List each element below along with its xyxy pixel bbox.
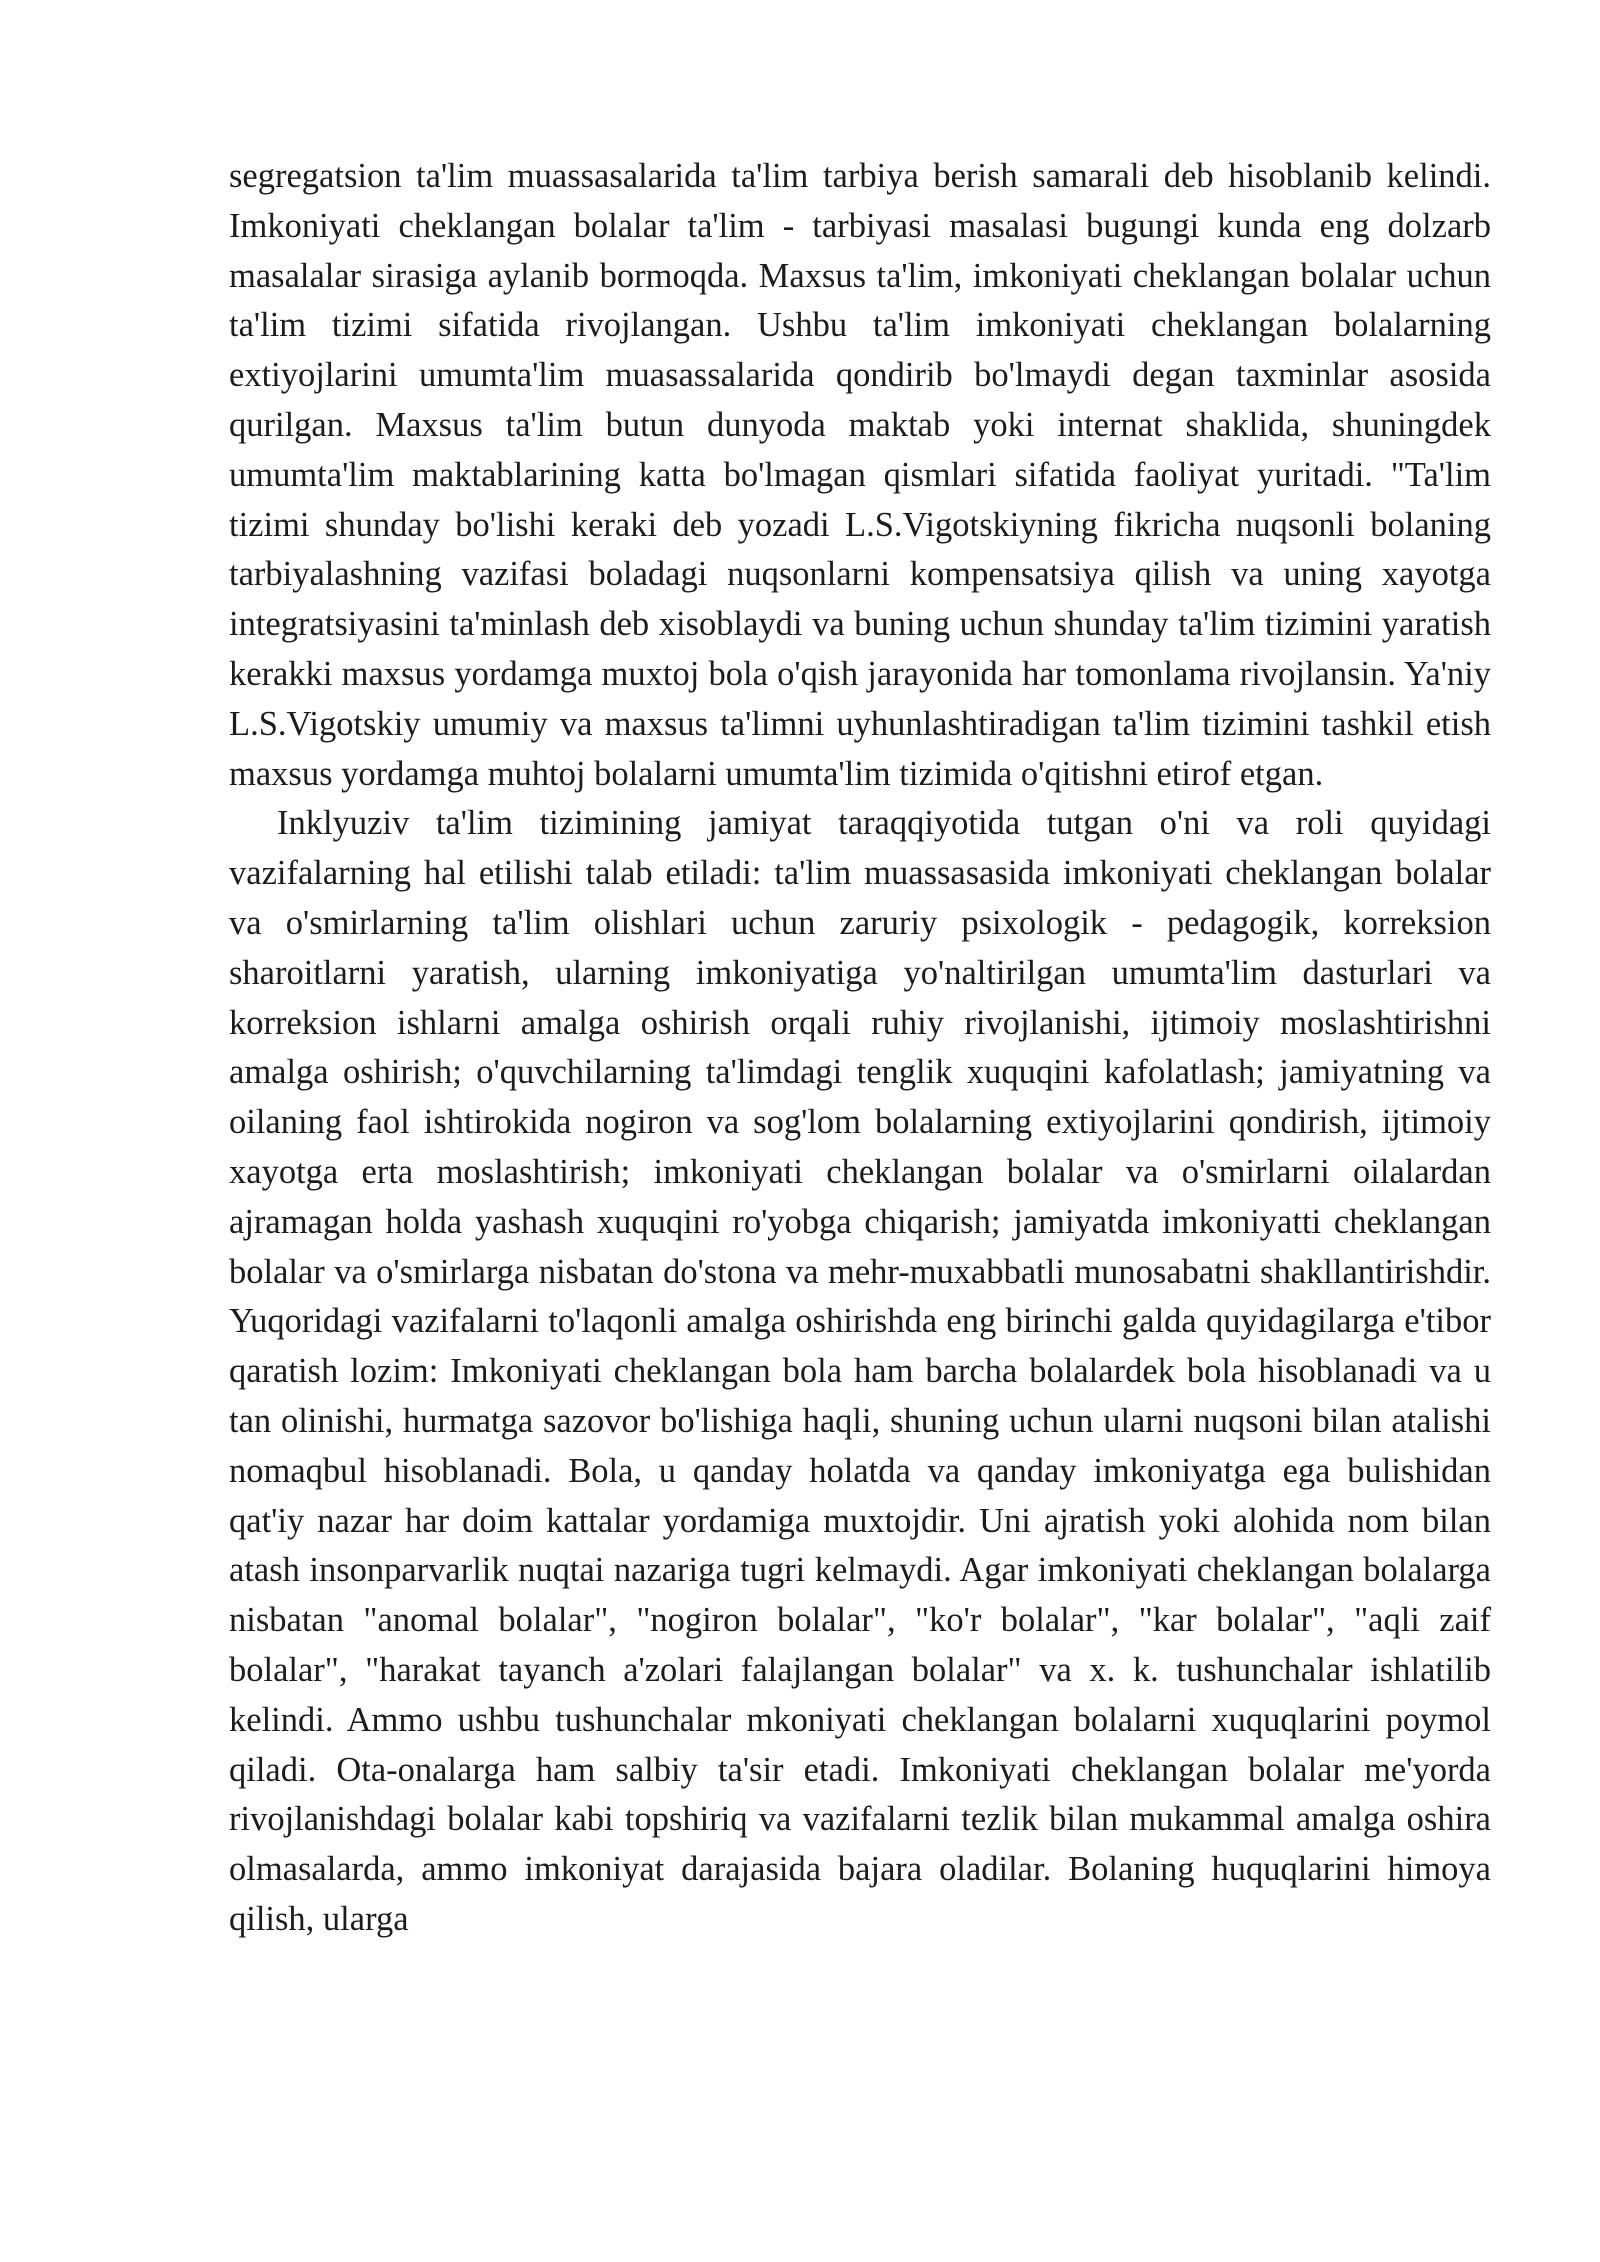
paragraph-1: segregatsion ta'lim muassasalarida ta'lim tarbiya berish samarali deb hisoblanib kelindi. Imkoniyati cheklangan bolalar ta'lim - tarbiyasi masalasi bugungi kunda eng dolzarb masalalar sirasiga aylanib bormoqda. Maxsus ta'lim, imkoniyati cheklangan bolalar uchun ta'lim tizimi sifatida rivojlangan. Ushbu ta'lim imkoniyati cheklangan bolalarning extiyojlarini umumta'lim muasassalarida qondirib bo'lmaydi degan taxminlar asosida qurilgan. Maxsus ta'lim butun dunyoda maktab yoki internat shaklida, shuningdek umumta'lim maktablarining katta bo'lmagan qismlari sifatida faoliyat yuritadi. "Ta'lim tizimi shunday bo'lishi keraki deb yozadi L.S.Vigotskiyning fikricha nuqsonli bolaning tarbiyalashning vazifasi boladagi nuqsonlarni kompensatsiya qilish va uning xayotga integratsiyasini ta'minlash deb xisoblaydi va buning uchun shunday ta'lim tizimini yaratish kerakki maxsus yordamga muxtoj bola o'qish jarayonida har tomonlama rivojlansin. Ya'niy L.S.Vigotskiy umumiy va maxsus ta'limni uyhunlashtiradigan ta'lim tizimini tashkil etish maxsus yordamga muhtoj bolalarni umumta'lim tizimida o'qitishni etirof etgan.: [229, 157, 1491, 793]
body-text: [229, 152, 1491, 1945]
paragraph-2: Inklyuziv ta'lim tizimining jamiyat taraqqiyotida tutgan o'ni va roli quyidagi vazifalarning hal etilishi talab etiladi: ta'lim muassasasida imkoniyati cheklangan bolalar va o'smirlarning ta'lim olishlari uchun zaruriy psixologik - pedagogik, korreksion sharoitlarni yaratish, ularning imkoniyatiga yo'naltirilgan umumta'lim dasturlari va korreksion ishlarni amalga oshirish orqali ruhiy rivojlanishi, ijtimoiy moslashtirishni amalga oshirish; o'quvchilarning ta'limdagi tenglik xuquqini kafolatlash; jamiyatning va oilaning faol ishtirokida nogiron va sog'lom bolalarning extiyojlarini qondirish, ijtimoiy xayotga erta moslashtirish; imkoniyati cheklangan bolalar va o'smirlarni oilalardan ajramagan holda yashash xuquqini ro'yobga chiqarish; jamiyatda imkoniyatti cheklangan bolalar va o'smirlarga nisbatan do'stona va mehr-muxabbatli munosabatni shakllantirishdir. Yuqoridagi vazifalarni to'laqonli amalga oshirishda eng birinchi galda quyidagilarga e'tibor qaratish lozim: Imkoniyati cheklangan bola ham barcha bolalardek bola hisoblanadi va u tan olinishi, hurmatga sazovor bo'lishiga haqli, shuning uchun ularni nuqsoni bilan atalishi nomaqbul hisoblanadi. Bola, u qanday holatda va qanday imkoniyatga ega bulishidan qat'iy nazar har doim kattalar yordamiga muxtojdir. Uni ajratish yoki alohida nom bilan atash insonparvarlik nuqtai nazariga tugri kelmaydi. Agar imkoniyati cheklangan bolalarga nisbatan "anomal bolalar", "nogiron bolalar", "ko'r bolalar", "kar bolalar", "aqli zaif bolalar", "harakat tayanch a'zolari falajlangan bolalar" va x. k. tushunchalar ishlatilib kelindi. Ammo ushbu tushunchalar mkoniyati cheklangan bolalarni xuquqlarini poymol qiladi. Ota-onalarga ham salbiy ta'sir etadi. Imkoniyati cheklangan bolalar me'yorda rivojlanishdagi bolalar kabi topshiriq va vazifalarni tezlik bilan mukammal amalga oshira olmasalarda, ammo imkoniyat darajasida bajara oladilar. Bolaning huquqlarini himoya qilish, ularga: [229, 804, 1491, 1938]
